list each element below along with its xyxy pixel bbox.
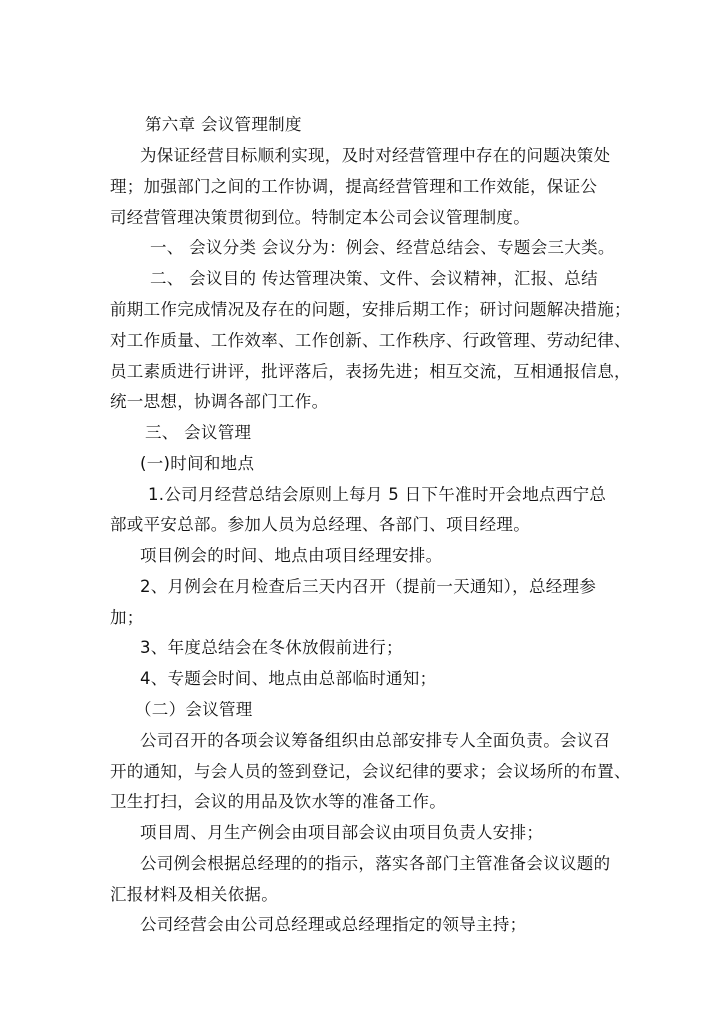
text-line: 项目周、月生产例会由项目部会议由项目负责人安排； — [140, 823, 544, 842]
text-line: 对工作质量、工作效率、工作创新、工作秩序、行政管理、劳动纪律、 — [110, 331, 631, 350]
subsection-heading: （二）会议管理 — [135, 700, 253, 719]
text-line: 4、专题会时间、地点由总部临时通知； — [140, 669, 437, 688]
text-line: 卫生打扫，会议的用品及饮水等的准备工作。 — [110, 792, 446, 811]
text-line: 3、年度总结会在冬休放假前进行； — [140, 638, 403, 657]
text-line: 公司召开的各项会议筹备组织由总部安排专人全面负责。会议召 — [140, 731, 611, 750]
text-line: 汇报材料及相关依据。 — [110, 885, 278, 904]
text-line: 项目例会的时间、地点由项目经理安排。 — [140, 546, 443, 565]
text-line: 公司例会根据总经理的的指示，落实各部门主管准备会议议题的 — [140, 854, 611, 873]
section-heading: 一、 会议分类 会议分为：例会、经营总结会、专题会三大类。 — [150, 238, 615, 257]
text-line: 加； — [110, 608, 144, 627]
chapter-title: 第六章 会议管理制度 — [145, 115, 302, 134]
text-line: 前期工作完成情况及存在的问题，安排后期工作；研讨问题解决措施； — [110, 300, 631, 319]
text-line: 理；加强部门之间的工作协调，提高经营管理和工作效能，保证公 — [110, 177, 598, 196]
section-heading: 二、 会议目的 传达管理决策、文件、会议精神，汇报、总结 — [150, 269, 598, 288]
text-line: 员工素质进行讲评，批评落后，表扬先进；相互交流，互相通报信息， — [110, 362, 631, 381]
text-line: 公司经营会由公司总经理或总经理指定的领导主持； — [140, 915, 527, 934]
text-line: 统一思想，协调各部门工作。 — [110, 392, 329, 411]
text-line: 2、月例会在月检查后三天内召开（提前一天通知），总经理参 — [140, 577, 597, 596]
subsection-heading: (一)时间和地点 — [140, 454, 255, 473]
text-line: 开的通知，与会人员的签到登记，会议纪律的要求；会议场所的布置、 — [110, 762, 631, 781]
text-line: 部或平安总部。参加人员为总经理、各部门、项目经理。 — [110, 515, 530, 534]
text-line: 1.公司月经营总结会原则上每月 5 日下午准时开会地点西宁总 — [148, 485, 607, 504]
text-line: 司经营管理决策贯彻到位。特制定本公司会议管理制度。 — [110, 208, 530, 227]
section-heading: 三、 会议管理 — [145, 423, 252, 442]
text-line: 为保证经营目标顺利实现，及时对经营管理中存在的问题决策处 — [140, 146, 611, 165]
